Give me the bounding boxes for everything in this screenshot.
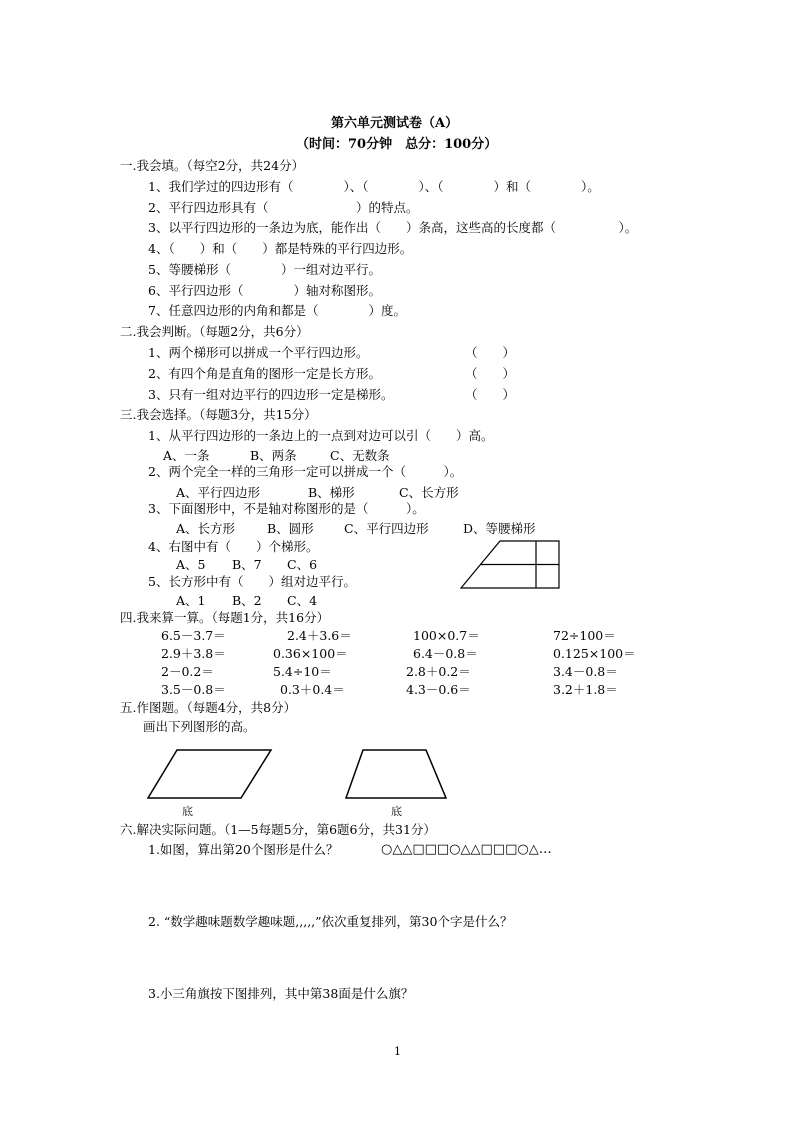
section-5-heading: 五.作图题。（每题4分，共8分） xyxy=(120,700,297,715)
s3-q4: 4、右图中有（ ）个梯形。 xyxy=(148,539,319,554)
calc-r4-c1: 3.5－0.8＝ xyxy=(161,682,226,697)
page-number: 1 xyxy=(394,1045,401,1058)
section-6-heading: 六.解决实际问题。（1—5每题5分，第6题6分，共31分） xyxy=(120,822,436,837)
s3-q2-option-c: C、长方形 xyxy=(399,485,459,500)
s1-item-5: 5、等腰梯形（ ）一组对边平行。 xyxy=(148,262,381,277)
s3-q5-option-c: C、4 xyxy=(287,593,318,608)
calc-r2-c4: 0.125×100＝ xyxy=(553,646,636,661)
s3-q4-option-a: A、5 xyxy=(176,557,206,572)
calc-r2-c1: 2.9＋3.8＝ xyxy=(161,646,226,661)
section-2-heading: 二.我会判断。（每题2分，共6分） xyxy=(120,324,309,339)
s3-q5: 5、长方形中有（ ）组对边平行。 xyxy=(148,574,356,589)
section-3-heading: 三.我会选择。（每题3分，共15分） xyxy=(120,407,317,422)
s1-item-2: 2、平行四边形具有（ ）的特点。 xyxy=(148,200,419,215)
calc-r1-c1: 6.5－3.7＝ xyxy=(161,628,226,643)
calc-r2-c2: 0.36×100＝ xyxy=(273,646,348,661)
s3-q3-option-b: B、圆形 xyxy=(267,521,314,536)
trapezoid-figure xyxy=(343,748,453,802)
s3-q3-option-a: A、长方形 xyxy=(176,521,236,536)
s3-q3-option-d: D、等腰梯形 xyxy=(463,521,536,536)
s2-bracket-2: （ ） xyxy=(465,366,516,381)
calc-r1-c3: 100×0.7＝ xyxy=(413,628,480,643)
section-4-heading: 四.我来算一算。（每题1分，共16分） xyxy=(120,610,330,625)
base-label-2: 底 xyxy=(391,805,402,818)
calc-r4-c3: 4.3－0.6＝ xyxy=(406,682,471,697)
section-1-heading: 一.我会填。（每空2分，共24分） xyxy=(120,158,305,173)
s3-q4-option-b: B、7 xyxy=(232,557,262,572)
calc-r3-c3: 2.8＋0.2＝ xyxy=(406,664,471,679)
s3-q5-option-a: A、1 xyxy=(176,593,206,608)
calc-r1-c4: 72÷100＝ xyxy=(553,628,616,643)
s1-item-3: 3、以平行四边形的一条边为底，能作出（ ）条高，这些高的长度都（ ）。 xyxy=(148,220,638,235)
calc-r2-c3: 6.4－0.8＝ xyxy=(413,646,478,661)
parallelogram-figure xyxy=(145,748,275,802)
calc-r3-c1: 2－0.2＝ xyxy=(161,664,214,679)
trapezoid-grid-figure xyxy=(460,540,560,590)
s6-q1: 1.如图，算出第20个图形是什么？ xyxy=(148,842,339,857)
s3-q4-option-c: C、6 xyxy=(287,557,318,572)
s3-q3: 3、下面图形中，不是轴对称图形的是（ ）。 xyxy=(148,501,425,516)
calc-r3-c4: 3.4－0.8＝ xyxy=(553,664,618,679)
page-title: 第六单元测试卷（A） xyxy=(331,116,459,131)
s3-q1-option-a: A、一条 xyxy=(163,448,210,463)
s2-item-3: 3、只有一组对边平行的四边形一定是梯形。 xyxy=(148,387,394,402)
s3-q2-option-a: A、平行四边形 xyxy=(176,485,261,500)
s3-q1-option-c: C、无数条 xyxy=(330,448,390,463)
s3-q1: 1、从平行四边形的一条边上的一点到对边可以引（ ）高。 xyxy=(148,428,494,443)
s3-q2: 2、两个完全一样的三角形一定可以拼成一个（ ）。 xyxy=(148,464,463,479)
s1-item-7: 7、任意四边形的内角和都是（ ）度。 xyxy=(148,303,406,318)
s3-q1-option-b: B、两条 xyxy=(250,448,297,463)
s2-item-2: 2、有四个角是直角的图形一定是长方形。 xyxy=(148,366,381,381)
s1-item-1: 1、我们学过的四边形有（ ）、（ ）、（ ）和（ ）。 xyxy=(148,179,600,194)
s1-item-4: 4、（ ）和（ ）都是特殊的平行四边形。 xyxy=(148,241,413,256)
s1-item-6: 6、平行四边形（ ）轴对称图形。 xyxy=(148,283,381,298)
s3-q3-option-c: C、平行四边形 xyxy=(344,521,429,536)
calc-r3-c2: 5.4÷10＝ xyxy=(273,664,332,679)
s6-q1-pattern: ○△△□□□○△△□□□○△… xyxy=(381,842,552,857)
s2-bracket-3: （ ） xyxy=(465,387,516,402)
s3-q2-option-b: B、梯形 xyxy=(308,485,355,500)
s2-bracket-1: （ ） xyxy=(465,345,516,360)
base-label-1: 底 xyxy=(182,805,193,818)
page-subtitle: （时间：70分钟 总分：100分） xyxy=(296,137,498,152)
s6-q3: 3.小三角旗按下图排列，其中第38面是什么旗？ xyxy=(148,986,414,1001)
calc-r4-c2: 0.3＋0.4＝ xyxy=(280,682,345,697)
s2-item-1: 1、两个梯形可以拼成一个平行四边形。 xyxy=(148,345,369,360)
s3-q5-option-b: B、2 xyxy=(232,593,262,608)
s5-instruction: 画出下列图形的高。 xyxy=(143,719,256,734)
s6-q2: 2. “数学趣味题数学趣味题,,,,,”依次重复排列，第30个字是什么？ xyxy=(148,914,513,929)
calc-r1-c2: 2.4＋3.6＝ xyxy=(287,628,352,643)
calc-r4-c4: 3.2＋1.8＝ xyxy=(553,682,618,697)
